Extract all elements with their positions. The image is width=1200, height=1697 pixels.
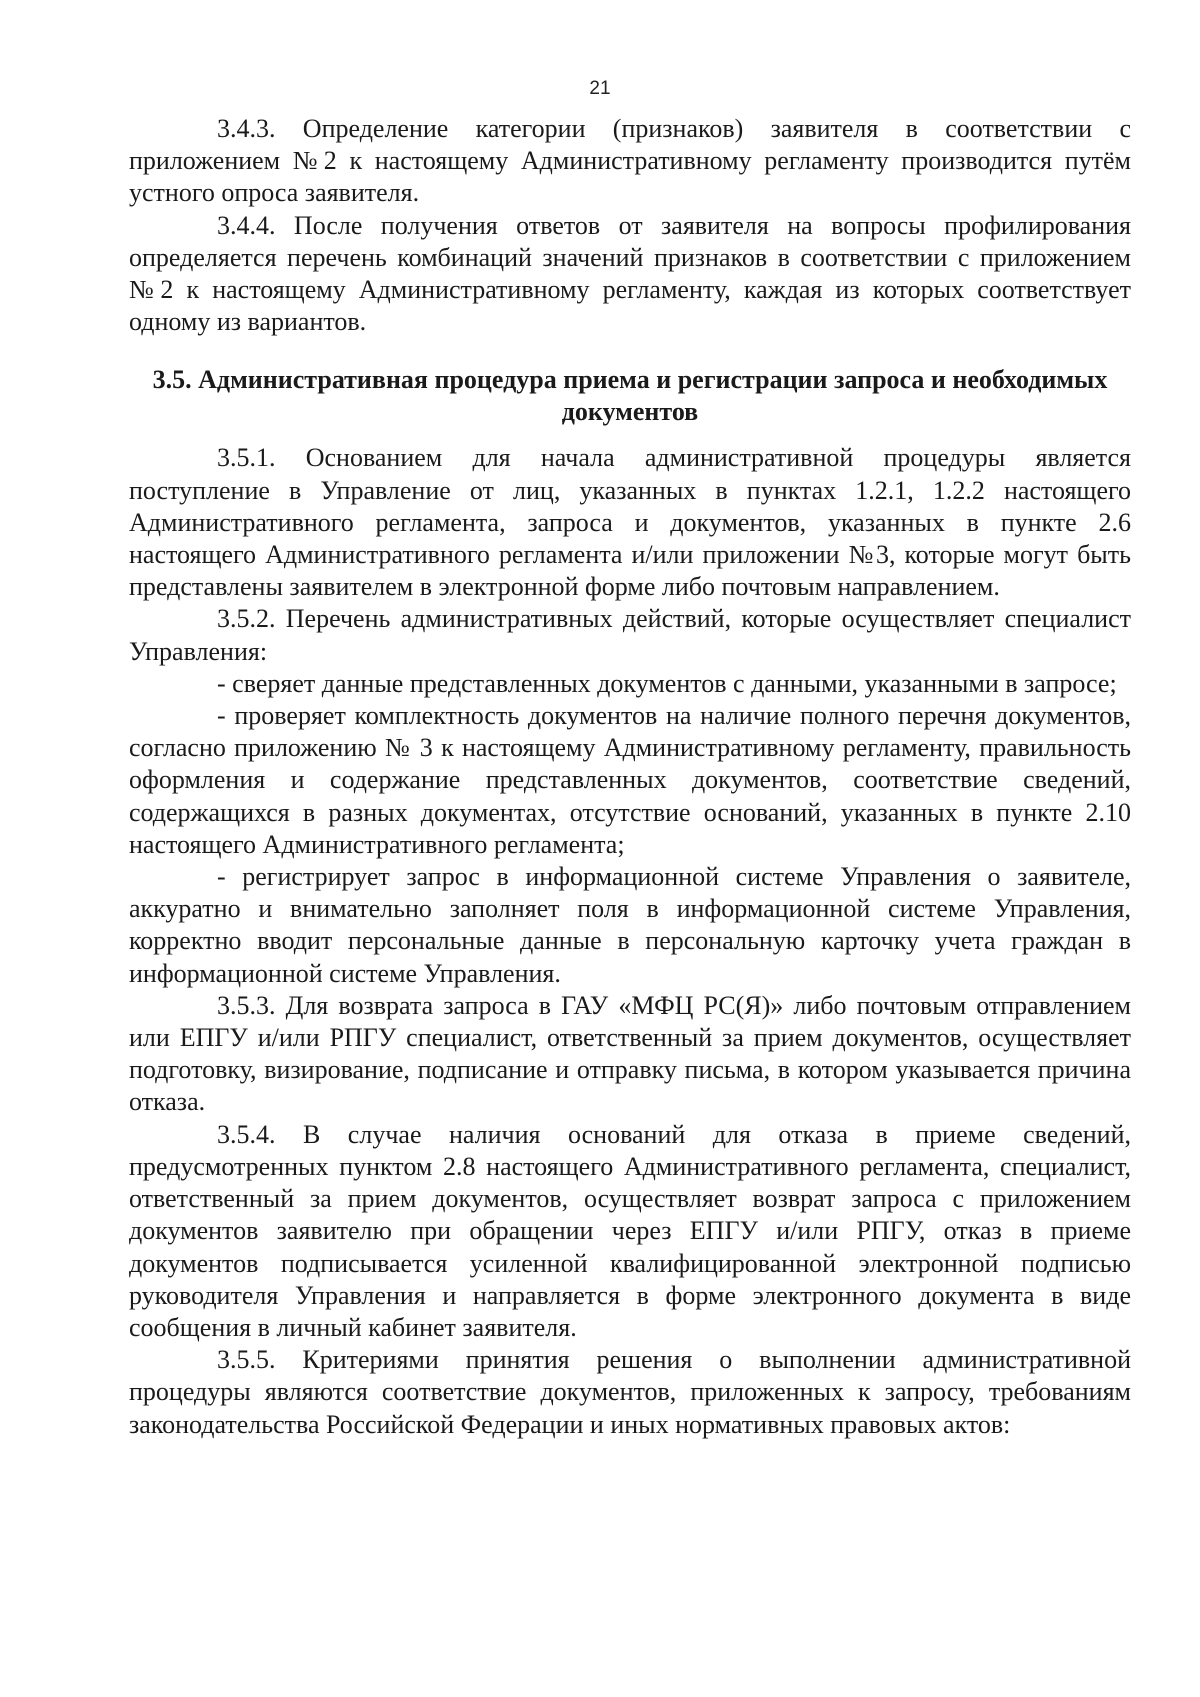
list-item-check-completeness: - проверяет комплектность документов на наличие полного перечня документов, согласно приложению № 3 к настоящему Административному регламенту, правильность оформления и содержание представленных документов, соответствие сведений, содержащихся в разных документах, отсутствие оснований, указанных в пункте 2.10 настоящего Административного регламента; (129, 701, 1131, 859)
paragraph-3-5-5: 3.5.5. Критериями принятия решения о выполнении административной процедуры являются соответствие документов, приложенных к запросу, требованиям законодательства Российской Федерации и иных нормативных правовых актов: (129, 1345, 1131, 1439)
list-item-verify-data: - сверяет данные представленных документов с данными, указанными в запросе; (217, 668, 1117, 698)
paragraph-3-5-3: 3.5.3. Для возврата запроса в ГАУ «МФЦ РС(Я)» либо почтовым отправлением или ЕПГУ и/или РПГУ специалист, ответственный за прием документов, осуществляет подготовку, визирование, подписание и отправку письма, в котором указывается причина отказа. (129, 990, 1131, 1117)
page-number: 21 (589, 78, 611, 99)
paragraph-3-5-2: 3.5.2. Перечень административных действий, которые осуществляет специалист Управления: (129, 604, 1131, 666)
section-heading-3-5: 3.5. Административная процедура приема и регистрации запроса и необходимых документов (152, 365, 1108, 427)
paragraph-3-4-4: 3.4.4. После получения ответов от заявителя на вопросы профилирования определяется перечень комбинаций значений признаков в соответствии с приложением №2 к настоящему Административному регламенту, каждая из которых соответствует одному из вариантов. (129, 210, 1131, 337)
paragraph-3-5-1: 3.5.1. Основанием для начала административной процедуры является поступление в Управление от лиц, указанных в пунктах 1.2.1, 1.2.2 настоящего Административного регламента, запроса и документов, указанных в пункте 2.6 настоящего Административного регламента и/или приложении №3, которые могут быть представлены заявителем в электронной форме либо почтовым направлением. (129, 443, 1131, 602)
paragraph-3-5-4: 3.5.4. В случае наличия оснований для отказа в приеме сведений, предусмотренных пунктом 2.8 настоящего Административного регламента, специалист, ответственный за прием документов, осуществляет возврат запроса с приложением документов заявителю при обращении через ЕПГУ и/или РПГУ, отказ в приеме документов подписывается усиленной квалифицированной электронной подписью руководителя Управления и направляется в форме электронного документа в виде сообщения в личный кабинет заявителя. (129, 1119, 1131, 1342)
paragraph-3-4-3: 3.4.3. Определение категории (признаков) заявителя в соответствии с приложением №2 к настоящему Административному регламенту производится путём устного опроса заявителя. (129, 114, 1131, 208)
document-body (129, 113, 1131, 1441)
list-item-register-request: - регистрирует запрос в информационной системе Управления о заявителе, аккуратно и внимательно заполняет поля в информационной системе Управления, корректно вводит персональные данные в персональную карточку учета граждан в информационной системе Управления. (129, 862, 1131, 988)
